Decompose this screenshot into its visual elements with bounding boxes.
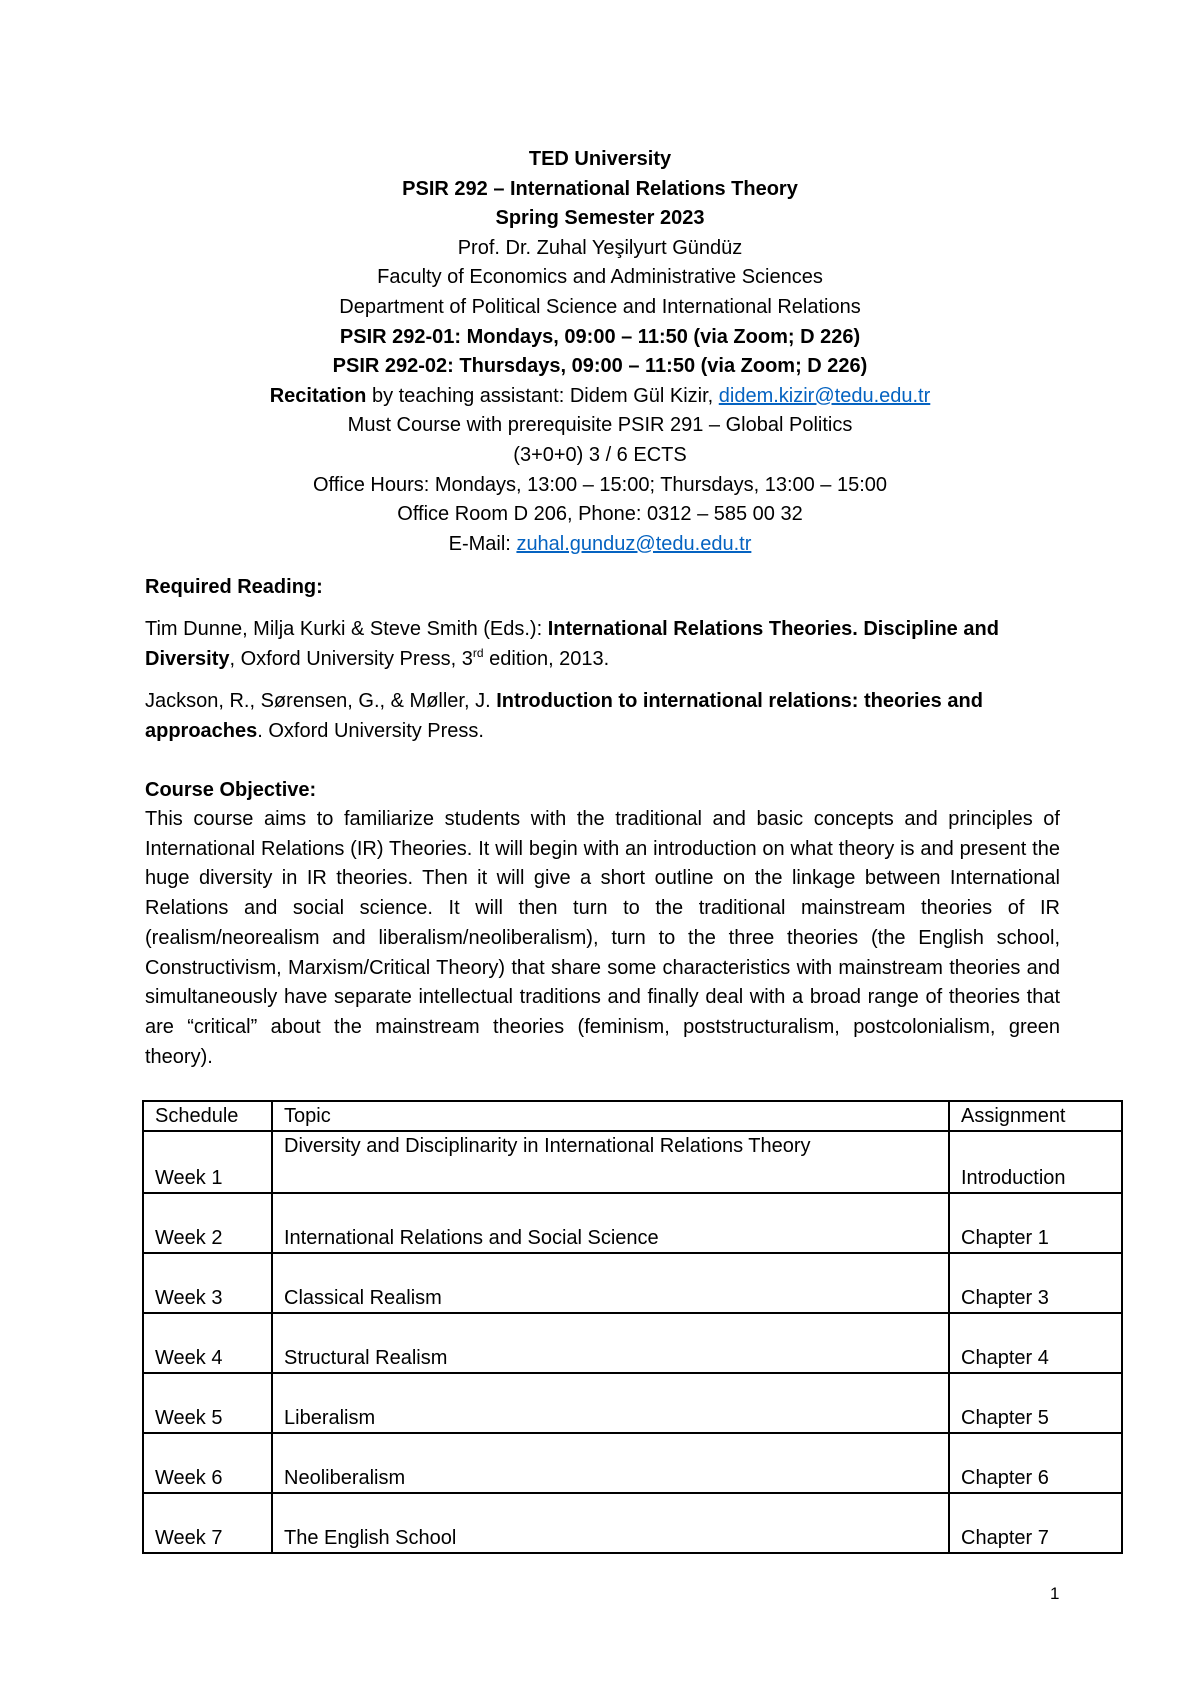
section-1-time: PSIR 292-01: Mondays, 09:00 – 11:50 (via Zoom; D 226) bbox=[339, 325, 861, 348]
header-schedule: Schedule bbox=[143, 1101, 272, 1131]
page-number: 1 bbox=[1050, 1584, 1060, 1603]
recitation-line bbox=[0, 382, 1200, 412]
required-reading-title: Required Reading: bbox=[145, 576, 323, 598]
university-name: TED University bbox=[528, 148, 672, 170]
reading-reference-2 bbox=[145, 686, 1060, 746]
schedule-table bbox=[142, 1100, 1123, 1554]
email-line bbox=[0, 530, 1200, 560]
topic-cell: Classical Realism bbox=[272, 1253, 949, 1313]
semester: Spring Semester 2023 bbox=[495, 207, 705, 230]
topic-cell: Diversity and Disciplinarity in International Relations Theory bbox=[272, 1131, 949, 1193]
ref2-authors: Jackson, R., Sørensen, G., & Møller, J. bbox=[145, 690, 497, 712]
must-course: Must Course with prerequisite PSIR 291 – Global Politics bbox=[347, 414, 853, 437]
topic-cell: Neoliberalism bbox=[272, 1433, 949, 1493]
office-hours: Office Hours: Mondays, 13:00 – 15:00; Thursdays, 13:00 – 15:00 bbox=[312, 473, 888, 496]
email-label: E-Mail: bbox=[448, 532, 517, 555]
faculty: Faculty of Economics and Administrative Sciences bbox=[377, 266, 823, 289]
recitation-text: by teaching assistant: Didem Gül Kizir, bbox=[366, 384, 719, 407]
week-cell: Week 5 bbox=[143, 1373, 272, 1433]
instructor: Prof. Dr. Zuhal Yeşilyurt Gündüz bbox=[457, 236, 743, 259]
assignment-cell: Chapter 5 bbox=[949, 1373, 1122, 1433]
assignment-cell: Introduction bbox=[949, 1131, 1122, 1193]
course-objective-text: This course aims to familiarize students with the traditional and basic concepts and principles of International Relations (IR) Theories. It will begin with an introduction on what theory is and present the huge diversity in IR theories. Then it will give a short outline on the linkage between International Relations and social science. It will then turn to the traditional mainstream theories of IR (realism/neorealism and liberalism/neoliberalism), turn to the three theories (the English school, Constructivism, Marxism/Critical Theory) that share some characteristics with mainstream theories and simultaneously have separate intellectual traditions and finally deal with a broad range of theories that are “critical” about the mainstream theories (feminism, poststructuralism, postcolonialism, green theory). bbox=[145, 808, 1060, 1068]
week-cell: Week 4 bbox=[143, 1313, 272, 1373]
schedule-row bbox=[143, 1193, 1122, 1253]
reading-reference-1 bbox=[145, 614, 1060, 674]
assignment-cell: Chapter 4 bbox=[949, 1313, 1122, 1373]
assignment-cell: Chapter 1 bbox=[949, 1193, 1122, 1253]
schedule-row bbox=[143, 1253, 1122, 1313]
ref2-publisher: . Oxford University Press. bbox=[257, 720, 484, 742]
schedule-row bbox=[143, 1373, 1122, 1433]
schedule-row bbox=[143, 1433, 1122, 1493]
topic-cell: The English School bbox=[272, 1493, 949, 1553]
week-cell: Week 3 bbox=[143, 1253, 272, 1313]
week-cell: Week 2 bbox=[143, 1193, 272, 1253]
ref1-authors: Tim Dunne, Milja Kurki & Steve Smith (Eds.): bbox=[145, 618, 548, 640]
course-objective bbox=[145, 775, 1060, 1072]
schedule-header-row bbox=[143, 1101, 1122, 1131]
required-reading bbox=[145, 572, 1060, 746]
ref2-title: Introduction to international relations: theories and approaches bbox=[145, 690, 983, 742]
section-2-time: PSIR 292-02: Thursdays, 09:00 – 11:50 (via Zoom; D 226) bbox=[332, 355, 868, 378]
ref1-title: International Relations Theories. Discipline and Diversity bbox=[145, 618, 999, 670]
recitation-email-link[interactable]: didem.kizir@tedu.edu.tr bbox=[718, 384, 931, 407]
week-cell: Week 6 bbox=[143, 1433, 272, 1493]
instructor-email-link[interactable]: zuhal.gunduz@tedu.edu.tr bbox=[516, 532, 752, 555]
topic-cell: Liberalism bbox=[272, 1373, 949, 1433]
topic-cell: Structural Realism bbox=[272, 1313, 949, 1373]
department: Department of Political Science and International Relations bbox=[339, 295, 861, 318]
recitation-label: Recitation bbox=[269, 384, 367, 407]
week-cell: Week 1 bbox=[143, 1131, 272, 1193]
office-room: Office Room D 206, Phone: 0312 – 585 00 32 bbox=[397, 503, 803, 526]
week-cell: Week 7 bbox=[143, 1493, 272, 1553]
topic-cell: International Relations and Social Science bbox=[272, 1193, 949, 1253]
ref1-publisher: , Oxford University Press, 3 bbox=[229, 648, 473, 670]
ref1-edition: edition, 2013. bbox=[483, 648, 610, 670]
schedule-row bbox=[143, 1131, 1122, 1193]
ref1-edition-sup: rd bbox=[472, 646, 484, 660]
assignment-cell: Chapter 3 bbox=[949, 1253, 1122, 1313]
credits: (3+0+0) 3 / 6 ECTS bbox=[513, 443, 687, 466]
header-assignment: Assignment bbox=[949, 1101, 1122, 1131]
course-title: PSIR 292 – International Relations Theory bbox=[402, 177, 798, 200]
header-topic: Topic bbox=[272, 1101, 949, 1131]
schedule-row bbox=[143, 1493, 1122, 1553]
assignment-cell: Chapter 7 bbox=[949, 1493, 1122, 1553]
course-header bbox=[0, 145, 1200, 559]
schedule-row bbox=[143, 1313, 1122, 1373]
assignment-cell: Chapter 6 bbox=[949, 1433, 1122, 1493]
course-objective-title: Course Objective: bbox=[145, 779, 317, 801]
